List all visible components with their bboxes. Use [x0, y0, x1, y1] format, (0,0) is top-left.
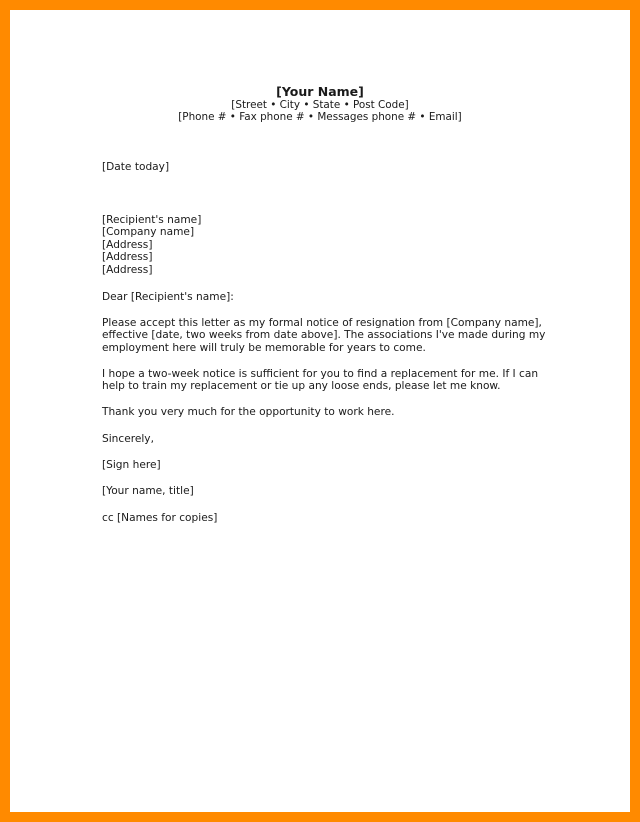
recipient-address-2: [Address]	[102, 251, 153, 264]
cc-line	[102, 512, 542, 524]
recipient-block	[102, 214, 542, 276]
recipient-name: [Recipient's name]	[102, 214, 202, 226]
salutation-text: Dear [Recipient's name]:	[102, 291, 234, 303]
signature	[102, 459, 542, 471]
name-title	[102, 485, 542, 497]
paragraph-1-line-3: employment here will truly be memorable for years to come.	[102, 341, 426, 354]
body-paragraph-3	[102, 406, 542, 418]
paragraph-1-line-1: Please accept this letter as my formal notice of resignation from [Company name],	[102, 317, 542, 329]
paragraph-3-text: Thank you very much for the opportunity to work here.	[102, 406, 395, 418]
signature-text: [Sign here]	[102, 459, 161, 471]
recipient-company: [Company name]	[102, 226, 195, 239]
closing	[102, 433, 542, 445]
sender-contact: [Phone # • Fax phone # • Messages phone # • Email]	[178, 111, 462, 124]
recipient-address-1: [Address]	[102, 238, 153, 251]
body-paragraph-2	[102, 368, 542, 393]
paragraph-2-line-1: I hope a two-week notice is sufficient for you to find a replacement for me. If I can	[102, 368, 539, 380]
salutation	[102, 291, 542, 303]
sender-name: [Your Name]	[276, 84, 364, 99]
letter-date	[102, 161, 542, 173]
date-text: [Date today]	[102, 161, 170, 173]
recipient-address-3: [Address]	[102, 263, 153, 276]
closing-text: Sincerely,	[102, 433, 154, 445]
cc-text: cc [Names for copies]	[102, 512, 218, 524]
body-paragraph-1	[102, 317, 546, 354]
letterhead	[0, 84, 640, 124]
name-title-text: [Your name, title]	[102, 485, 194, 497]
paragraph-1-line-2: effective [date, two weeks from date above]. The associations I've made during my	[102, 329, 546, 342]
paragraph-2-line-2: help to train my replacement or tie up any loose ends, please let me know.	[102, 380, 501, 393]
sender-address: [Street • City • State • Post Code]	[231, 99, 409, 111]
